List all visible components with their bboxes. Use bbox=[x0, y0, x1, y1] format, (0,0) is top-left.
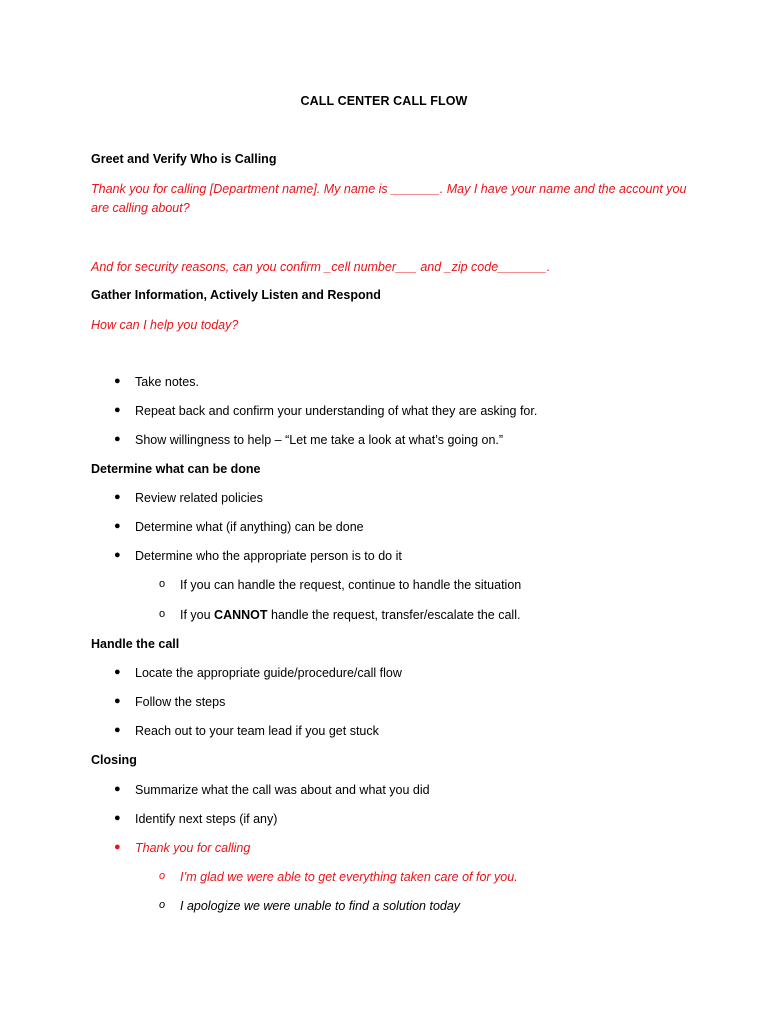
list-item-text: Follow the steps bbox=[135, 695, 226, 709]
list-item-text: Reach out to your team lead if you get stuck bbox=[135, 724, 379, 738]
sub-text-prefix: If you bbox=[180, 608, 215, 622]
sub-text-emphasis: CANNOT bbox=[214, 608, 268, 622]
bullet-icon: ● bbox=[114, 841, 121, 853]
bullet-icon: ● bbox=[114, 491, 121, 503]
bullet-icon: ● bbox=[114, 404, 121, 416]
list-item-text: Show willingness to help – “Let me take a look at what’s going on.” bbox=[135, 433, 504, 447]
list-item-text: Determine what (if anything) can be done bbox=[135, 520, 364, 534]
sub-list-item-text: I apologize we were unable to find a solution today bbox=[180, 899, 461, 913]
sub-bullet-icon: o bbox=[159, 899, 166, 911]
sub-bullet-icon: o bbox=[159, 608, 166, 620]
sub-list-item-text bbox=[180, 608, 520, 622]
list-item-text: Review related policies bbox=[135, 491, 263, 505]
list-item-text: Summarize what the call was about and what you did bbox=[135, 783, 430, 797]
bullet-icon: ● bbox=[114, 812, 121, 824]
script-greeting: Thank you for calling [Department name]. My name is _______. May I have your name and the account you are calling about? bbox=[91, 182, 687, 215]
sub-list-item-text: I’m glad we were able to get everything taken care of for you. bbox=[180, 870, 518, 884]
heading-determine: Determine what can be done bbox=[91, 462, 261, 476]
bullet-icon: ● bbox=[114, 520, 121, 532]
bullet-icon: ● bbox=[114, 724, 121, 736]
bullet-icon: ● bbox=[114, 549, 121, 561]
script-security: And for security reasons, can you confirm _cell number___ and _zip code_______. bbox=[91, 260, 551, 274]
sub-list-item-text: If you can handle the request, continue to handle the situation bbox=[180, 578, 522, 592]
list-item-text: Thank you for calling bbox=[135, 841, 251, 855]
list-item-text: Identify next steps (if any) bbox=[135, 812, 278, 826]
bullet-icon: ● bbox=[114, 666, 121, 678]
bullet-icon: ● bbox=[114, 375, 121, 387]
heading-closing: Closing bbox=[91, 753, 137, 767]
script-help: How can I help you today? bbox=[91, 318, 239, 332]
heading-greet: Greet and Verify Who is Calling bbox=[91, 152, 277, 166]
list-item-text: Locate the appropriate guide/procedure/call flow bbox=[135, 666, 402, 680]
document-title: CALL CENTER CALL FLOW bbox=[300, 94, 468, 108]
bullet-icon: ● bbox=[114, 783, 121, 795]
list-item-text: Determine who the appropriate person is to do it bbox=[135, 549, 402, 563]
bullet-icon: ● bbox=[114, 695, 121, 707]
heading-handle: Handle the call bbox=[91, 637, 180, 651]
list-item-text: Repeat back and confirm your understanding of what they are asking for. bbox=[135, 404, 538, 418]
sub-bullet-icon: o bbox=[159, 870, 166, 882]
sub-text-suffix: handle the request, transfer/escalate the call. bbox=[267, 608, 521, 622]
bullet-icon: ● bbox=[114, 433, 121, 445]
sub-bullet-icon: o bbox=[159, 578, 166, 590]
list-item-text: Take notes. bbox=[135, 375, 199, 389]
heading-gather: Gather Information, Actively Listen and Respond bbox=[91, 288, 381, 302]
